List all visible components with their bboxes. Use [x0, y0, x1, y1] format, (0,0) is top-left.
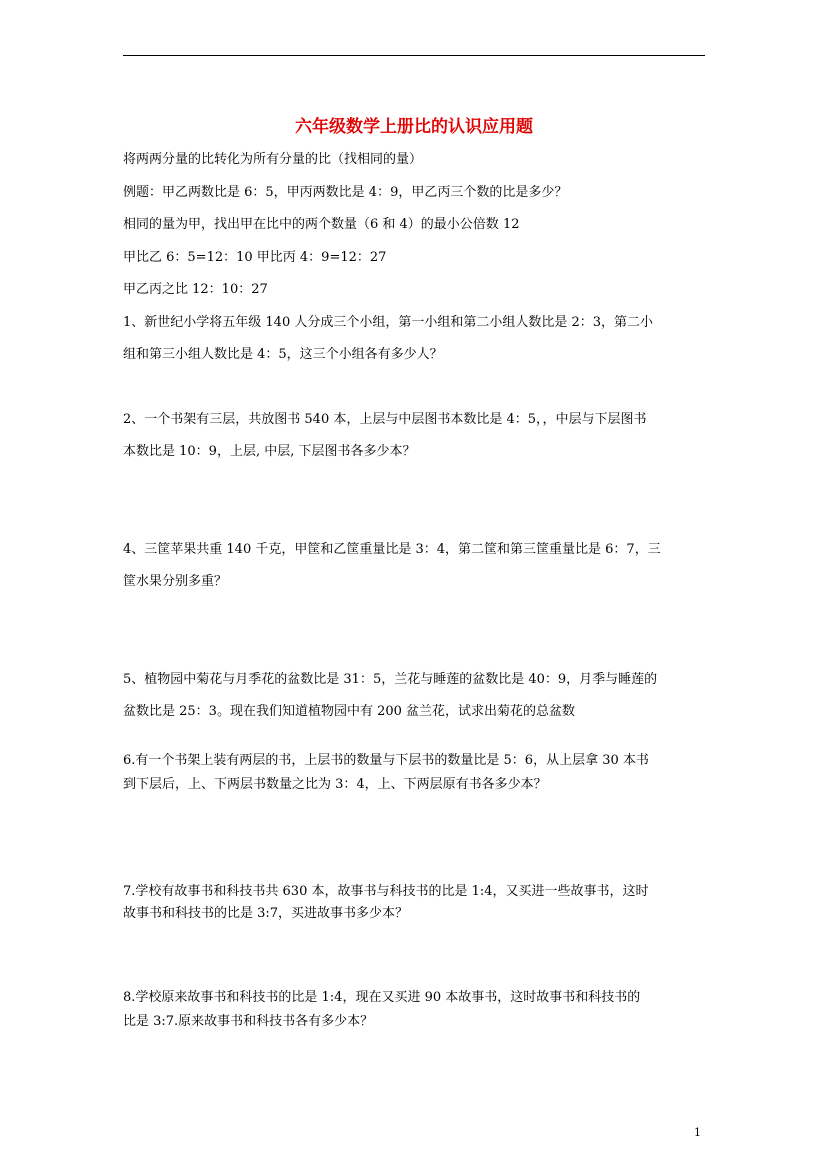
problem-1-line-2: 组和第三小组人数比是 4：5，这三个小组各有多少人？ — [123, 347, 443, 362]
problem-7-line-1: 7.学校有故事书和科技书共 630 本，故事书与科技书的比是 1:4，又买进一些故事书，这时 — [123, 884, 649, 899]
intro-heading: 将两两分量的比转化为所有分量的比（找相同的量） — [123, 152, 423, 167]
problem-8-line-2: 比是 3:7.原来故事书和科技书各有多少本？ — [123, 1014, 374, 1029]
solution-step-3: 甲乙丙之比 12：10：27 — [123, 282, 268, 297]
problem-8-line-1: 8.学校原来故事书和科技书的比是 1:4，现在又买进 90 本故事书，这时故事书和科技书的 — [123, 990, 641, 1005]
problem-4-line-1: 4、三筐苹果共重 140 千克，甲筐和乙筐重量比是 3：4，第二筐和第三筐重量比是 6：7，三 — [123, 542, 661, 557]
page-number: 1 — [694, 1126, 701, 1139]
header-rule — [123, 55, 705, 56]
problem-7-line-2: 故事书和科技书的比是 3:7，买进故事书多少本？ — [123, 906, 409, 921]
problem-2-line-1: 2、一个书架有三层，共放图书 540 本，上层与中层图书本数比是 4：5，，中层与下层图书 — [123, 412, 647, 427]
problem-1-line-1: 1、新世纪小学将五年级 140 人分成三个小组，第一小组和第二小组人数比是 2：3，第二小 — [123, 315, 654, 330]
problem-6-line-1: 6.有一个书架上装有两层的书，上层书的数量与下层书的数量比是 5：6，从上层拿 30 本书 — [123, 753, 649, 768]
problem-2-line-2: 本数比是 10：9，上层, 中层, 下层图书各多少本？ — [123, 444, 416, 459]
problem-5-line-2: 盆数比是 25：3。现在我们知道植物园中有 200 盆兰花，试求出菊花的总盆数 — [123, 704, 576, 719]
problem-4-line-2: 筐水果分别多重？ — [123, 574, 228, 589]
page-title: 六年级数学上册比的认识应用题 — [295, 117, 533, 137]
problem-5-line-1: 5、植物园中菊花与月季花的盆数比是 31：5，兰花与睡莲的盆数比是 40：9，月季与睡莲的 — [123, 672, 658, 687]
solution-step-1: 相同的量为甲，找出甲在比中的两个数量（6 和 4）的最小公倍数 12 — [123, 217, 520, 232]
example-text: 例题：甲乙两数比是 6：5，甲丙两数比是 4：9，甲乙丙三个数的比是多少？ — [123, 185, 568, 200]
solution-step-2: 甲比乙 6：5=12：10 甲比丙 4：9=12：27 — [123, 250, 387, 265]
problem-6-line-2: 到下层后，上、下两层书数量之比为 3：4，上、下两层原有书各多少本？ — [123, 777, 547, 792]
